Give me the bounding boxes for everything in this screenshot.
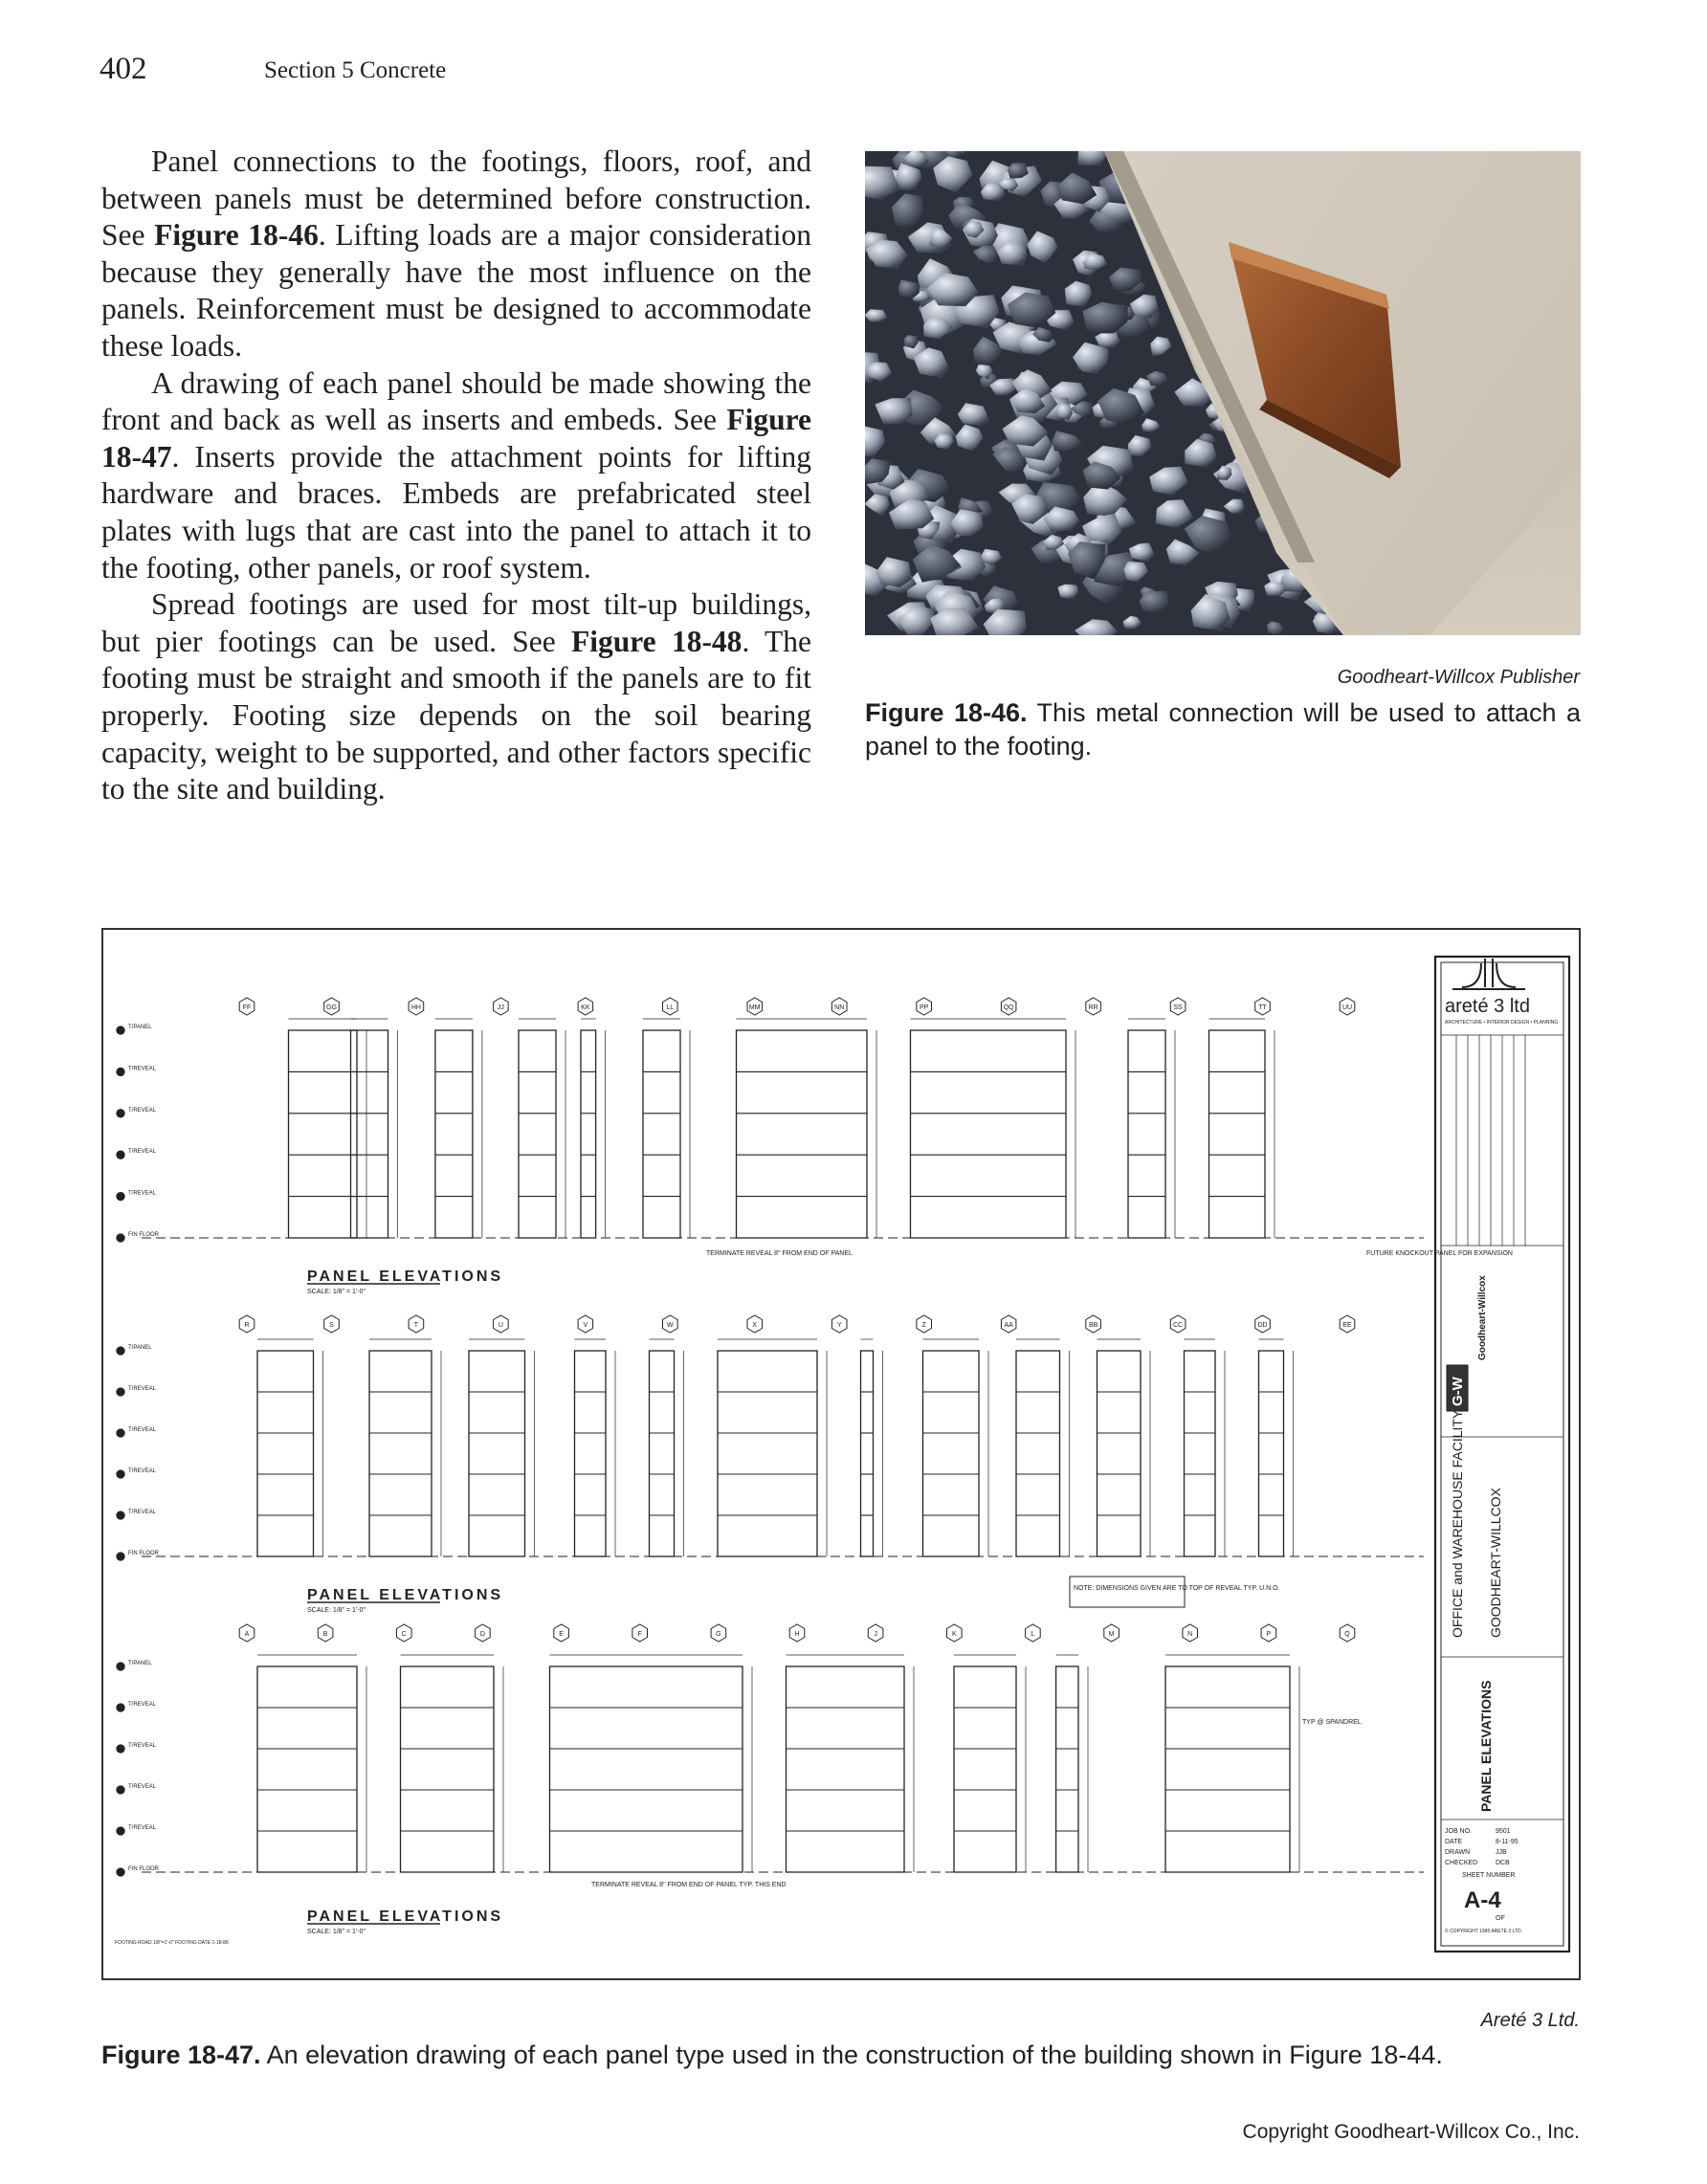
note-spandrel: TYP @ SPANDREL [1302, 1719, 1362, 1726]
panel [650, 1351, 675, 1556]
note-knockout: FUTURE KNOCKOUT PANEL FOR EXPANSION [1366, 1250, 1513, 1257]
panel [718, 1351, 817, 1556]
grid-label: N [1187, 1631, 1193, 1638]
grid-label: X [752, 1322, 758, 1329]
panel [1016, 1351, 1060, 1556]
level-marker [117, 1429, 124, 1437]
panel [787, 1666, 905, 1872]
photo-credit: Goodheart-Willcox Publisher [1337, 667, 1580, 688]
grid-label: Z [921, 1322, 926, 1329]
drawing-credit: Areté 3 Ltd. [1480, 2010, 1580, 2031]
grid-label: JJ [497, 1004, 504, 1011]
level-label: T/REVEAL [128, 1702, 157, 1708]
level-label: T/REVEAL [128, 1825, 157, 1831]
panel [1128, 1030, 1165, 1238]
grid-label: EE [1342, 1322, 1352, 1329]
panel [575, 1351, 607, 1556]
level-marker [117, 1193, 124, 1201]
grid-label: V [583, 1322, 588, 1329]
level-label: T/PANEL [128, 1025, 152, 1030]
note-dimensions: NOTE: DIMENSIONS GIVEN ARE TO TOP OF REVEAL TYP. U.N.O. [1074, 1585, 1280, 1592]
level-marker [117, 1026, 124, 1034]
grid-label: D [479, 1631, 485, 1638]
panel [550, 1666, 743, 1872]
panel [1259, 1351, 1284, 1556]
row3-title: PANEL ELEVATIONS [307, 1908, 504, 1925]
panel [643, 1030, 680, 1238]
figure-18-47-caption: Figure 18-47. An elevation drawing of each panel type used in the construction of the building shown in Figure 18-44. [101, 2041, 1443, 2069]
level-marker [117, 1511, 124, 1519]
copyright-footer: Copyright Goodheart-Willcox Co., Inc. [1242, 2121, 1580, 2143]
grid-label: NN [834, 1004, 845, 1011]
panel [435, 1030, 473, 1238]
grid-label: G [716, 1631, 721, 1638]
figure-ref-18-48: Figure 18-48 [571, 624, 743, 658]
figure-18-46-caption: Figure 18-46. This metal connection will be used to attach a panel to the footing. [865, 698, 1582, 761]
grid-label: GG [326, 1004, 337, 1011]
panel [257, 1666, 357, 1872]
level-label: T/REVEAL [128, 1107, 157, 1114]
grid-label: TT [1258, 1004, 1267, 1011]
grid-label: BB [1088, 1322, 1098, 1329]
level-label: FIN FLOOR [128, 1232, 160, 1238]
paragraph-2: A drawing of each panel should be made showing the front and back as well as inserts and embeds. See Figure 18-47. Inserts provide the attachment points for lifting hardware and braces. Embeds are prefabricated steel plates with lugs that are cast into the panel to attach it to the footing, other panels, or roof system. [101, 365, 811, 585]
owner-name: GOODHEART-WILLCOX [1488, 1488, 1503, 1638]
panel [1056, 1666, 1078, 1872]
sheet-number: A-4 [1464, 1887, 1501, 1913]
page-number: 402 [100, 52, 147, 86]
level-marker [117, 1553, 124, 1560]
level-label: T/REVEAL [128, 1066, 157, 1072]
svg-text:DCB: DCB [1496, 1860, 1510, 1866]
panel [1185, 1351, 1216, 1556]
level-marker [117, 1347, 124, 1355]
panel [1209, 1030, 1266, 1238]
panel [1097, 1351, 1142, 1556]
grid-label: MM [748, 1004, 761, 1011]
figure-label: Figure 18-46. [865, 698, 1028, 727]
note-reveal-2: TERMINATE REVEAL 8" FROM END OF PANEL TYP. THIS END [591, 1882, 787, 1888]
level-label: T/REVEAL [128, 1510, 157, 1515]
panel [911, 1030, 1067, 1238]
grid-label: CC [1173, 1322, 1184, 1329]
grid-label: RR [1088, 1004, 1098, 1011]
grid-label: HH [410, 1004, 421, 1011]
level-label: T/REVEAL [128, 1149, 157, 1156]
panel [401, 1666, 495, 1872]
body-text [101, 143, 811, 808]
grid-label: H [794, 1631, 800, 1638]
svg-text:SHEET NUMBER: SHEET NUMBER [1462, 1872, 1516, 1879]
row3-scale: SCALE: 1/8" = 1'-0" [307, 1929, 366, 1935]
grid-label: LL [666, 1004, 675, 1011]
level-marker [117, 1151, 124, 1158]
level-marker [117, 1786, 124, 1794]
level-label: T/REVEAL [128, 1427, 157, 1433]
grid-label: U [498, 1322, 503, 1329]
figure-ref-18-46: Figure 18-46 [154, 218, 319, 253]
footing-connection-photo [865, 151, 1581, 635]
grid-label: PP [920, 1004, 929, 1011]
figure-label: Figure 18-47. [101, 2041, 261, 2069]
panel [923, 1351, 980, 1556]
grid-label: F [637, 1631, 642, 1638]
panel [519, 1030, 556, 1238]
level-label: T/REVEAL [128, 1190, 157, 1197]
grid-label: AA [1004, 1322, 1013, 1329]
grid-label: L [1031, 1631, 1035, 1638]
level-label: T/PANEL [128, 1661, 152, 1666]
grid-label: UU [1341, 1004, 1353, 1011]
grid-label: C [401, 1631, 407, 1638]
level-label: T/REVEAL [128, 1784, 157, 1790]
svg-text:9501: 9501 [1496, 1828, 1511, 1835]
panel [954, 1666, 1016, 1872]
level-label: T/REVEAL [128, 1386, 157, 1392]
level-label: FIN FLOOR [128, 1866, 160, 1872]
row2-scale: SCALE: 1/8" = 1'-0" [307, 1607, 366, 1614]
grid-label: FF [242, 1004, 252, 1011]
firm-name: areté 3 ltd [1445, 996, 1530, 1017]
level-marker [117, 1704, 124, 1711]
grid-label: E [559, 1631, 564, 1638]
svg-text:JOB NO.: JOB NO. [1445, 1828, 1473, 1835]
grid-label: M [1108, 1631, 1115, 1638]
panel [369, 1351, 432, 1556]
firm-subtitle: ARCHITECTURE • INTERIOR DESIGN • PLANNING [1445, 1020, 1559, 1026]
paragraph-1: Panel connections to the footings, floors, roof, and between panels must be determined before construction. See Figure 18-46. Lifting loads are a major consideration because they generally have the most influence on the panels. Reinforcement must be designed to accommodate these loads. [101, 144, 811, 363]
panel [861, 1351, 874, 1556]
svg-text:DRAWN: DRAWN [1445, 1849, 1471, 1856]
svg-text:OF: OF [1496, 1915, 1505, 1922]
grid-label: K [951, 1631, 957, 1638]
level-label: T/PANEL [128, 1345, 152, 1351]
row2-title: PANEL ELEVATIONS [307, 1587, 504, 1603]
grid-label: S [329, 1322, 334, 1329]
level-label: FIN FLOOR [128, 1551, 160, 1556]
level-marker [117, 1388, 124, 1396]
section-header: Section 5 Concrete [264, 57, 447, 83]
svg-text:DATE: DATE [1445, 1839, 1463, 1845]
title-block [1435, 957, 1569, 1952]
grid-label: B [322, 1631, 328, 1638]
grid-label: Y [836, 1322, 842, 1329]
panel [469, 1351, 525, 1556]
level-marker [117, 1110, 124, 1117]
level-marker [117, 1868, 124, 1876]
svg-text:© COPYRIGHT 1995 ARETÉ 3 LTD.: © COPYRIGHT 1995 ARETÉ 3 LTD. [1445, 1929, 1523, 1934]
grid-label: SS [1173, 1004, 1183, 1011]
row1-scale: SCALE: 1/8" = 1'-0" [307, 1289, 366, 1295]
panel [289, 1030, 358, 1238]
paragraph-3: Spread footings are used for most tilt-up buildings, but pier footings can be used. See Figure 18-48. The footing must be straight and smooth if the panels are to fit properly. Footing size depends on the soil bearing capacity, weight to be supported, and other factors specific to the site and building. [101, 587, 811, 806]
level-label: T/REVEAL [128, 1743, 157, 1749]
svg-text:JJB: JJB [1496, 1849, 1507, 1856]
figure-ref-18-47: Figure 18-47 [101, 403, 811, 474]
sheet-title: PANEL ELEVATIONS [1478, 1680, 1494, 1812]
row1-title: PANEL ELEVATIONS [307, 1268, 504, 1285]
level-marker [117, 1663, 124, 1670]
grid-label: DD [1257, 1322, 1268, 1329]
note-footing: FOOTING ROAD 1/8"=1'-0" FOOTING DATE 1-18-86 [115, 1940, 229, 1946]
client-name: Goodheart-Willcox [1477, 1275, 1488, 1360]
panel [257, 1351, 314, 1556]
svg-text:8-11-95: 8-11-95 [1496, 1839, 1519, 1845]
panel-elevation-drawing [101, 928, 1581, 1980]
panel [737, 1030, 868, 1238]
level-marker [117, 1234, 124, 1242]
level-marker [117, 1827, 124, 1835]
level-marker [117, 1745, 124, 1753]
note-reveal-1: TERMINATE REVEAL 8" FROM END OF PANEL [706, 1250, 853, 1257]
level-marker [117, 1068, 124, 1075]
panel [1165, 1666, 1290, 1872]
grid-label: T [413, 1322, 419, 1329]
grid-label: KK [581, 1004, 590, 1011]
grid-label: A [244, 1631, 250, 1638]
level-marker [117, 1470, 124, 1478]
grid-label: W [667, 1322, 674, 1329]
grid-label: J [874, 1631, 877, 1638]
grid-label: P [1266, 1631, 1272, 1638]
svg-text:CHECKED: CHECKED [1445, 1860, 1478, 1866]
panel [581, 1030, 596, 1238]
client-logo: G-W [1450, 1377, 1466, 1406]
grid-label: QQ [1003, 1004, 1014, 1011]
level-label: T/REVEAL [128, 1468, 157, 1474]
grid-label: Q [1344, 1631, 1350, 1638]
project-name: OFFICE and WAREHOUSE FACILITY [1450, 1409, 1465, 1638]
grid-label: R [244, 1322, 250, 1329]
